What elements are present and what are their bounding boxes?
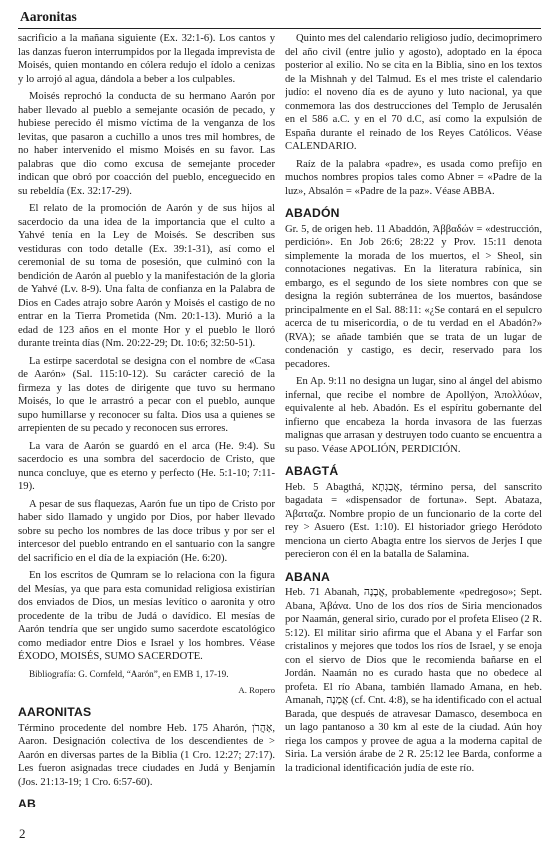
entry-text-aaronitas: Término procedente del nombre Heb. 175 Aharón, אַהֲרֹן, Aaron. Designación colectiva de los descendientes de > Aarón en diversas partes de la Biblia (1 Cro. 12:27; 27:17). Les fueron asignadas trece ciudades en Judá y Benjamín (Jos. 21:13-19; 1 Cro. 6:57-60).: [18, 722, 275, 788]
paragraph: Moisés reprochó la conducta de su hermano Aarón por haber llevado al pueblo a semejante ocasión de pecado, y hubiese perecido él mismo víctima de la venganza de los levitas, que pasaron a cuchillo a unos tres mil hombres, de no haber intervenido el mismo Moisés en su favor. Las palabras que dio como excusa de semejante proceder indican que obró por coacción del pueblo, enceguecido en su rebeldía (Ex. 32:17-29).: [18, 91, 275, 197]
entry-heading-abadon: ABADÓN: [285, 206, 340, 220]
entry-heading-abana: ABANA: [285, 569, 331, 584]
entry-text-abana: Heb. 71 Abanah, אֲבָנָה, probablemente «pedregoso»; Sept. Abana, Ἀβάνα. Uno de los dos ríos de Siria mencionados por Naamán, general sirio, curado por el profeta Eliseo (2 R. 5:12). El militar sirio afirma que el Abana y el Farfar son cristalinos y mejores que todos los ríos de Israel, y se enoja con el siervo de Dios que le recomienda bañarse en el Jordán. Naamán no es curado hasta que no obedece al profeta. El río Abana, también llamado Amana, en heb. Amanah, אֲמָנָה (cf. Cnt. 4:8), se ha identificado con el actual Barada, que después de atravesar Damasco, desemboca en un lago pantanoso a 30 km al este de la ciudad. Aún hoy riega los campos y provee de agua a la moderna capital de Siria. La versión árabe de 2 R. 25:12 lee Barda, conforme a la tradicional identificación judía de este río.: [285, 587, 542, 774]
paragraph: En los escritos de Qumram se lo relaciona con la figura del Mesías, ya que para esta comunidad religiosa existirían dos enviados de Dios, un mesías levítico o aaronita y otro procedente de la tribu de Judá o davídico. El mesías de Aarón tendría que ser ungido sumo sacerdote escatológico como mediador entre Dios e Israel y los hombres. Véase ÉXODO, MOISÉS, SUMO SACERDOTE.: [18, 570, 275, 662]
paragraph: El relato de la promoción de Aarón y de sus hijos al sacerdocio da una idea de la importancia que el culto a Yahvé tenía en la Ley de Moisés. Se describen sus vestiduras con todo detalle (Ex. 39:1-31), así como el ceremonial de su toma de posesión, que culminó con la bendición de Aarón al pueblo y la manifestación de la gloria de Yahvé (Lv. 8-9). Una falta de confianza en la Palabra de Dios en Cades atrajo sobre Aarón y Moisés el castigo de no entrar en la Tierra Prometida (Nm. 20:1-13). Murió a la edad de 123 años en el monte Hor y el pueblo le lloró durante treinta días (Nm. 20:22-29; Dt. 10:6; 32:50-51).: [18, 203, 275, 349]
entry-heading-ab: AB: [18, 797, 37, 807]
entry-text-abadon: Gr. 5, de origen heb. 11 Abaddón, Ἀββαδών = «destrucción, perdición». En Job 26:6; 28:22 y Prov. 15:11 denota simplemente la morada de los muertos, el > Sheol, sin connotaciones negativas. En la literatura rabínica, sin embargo, es el segundo de los siete nombres con que se designa la región subterránea de los muertos, basándose principalmente en el Sal. 88:11: «¿Se contará en el sepulcro acerca de tu misericordia, o de tu verdad en el Abadón?» (RVA); se añade también que se trata de un lugar de condenación y castigo, es decir, reservado para los pecadores.: [285, 223, 542, 370]
entry-text-abadon-2: En Ap. 9:11 no designa un lugar, sino al ángel del abismo infernal, que recibe el nombre de Apollýon, Ἀπολλύων, equivalente al heb. Abadón. Es el espíritu gobernante del infierno que encabeza la horda invasora de las fuerzas malignas que arrasan y destruyen todo cuanto se encuentra a su paso. Véase APOLIÓN, PERDICIÓN.: [285, 376, 542, 455]
paragraph: sacrificio a la mañana siguiente (Ex. 32:1-6). Los cantos y las danzas fueron interrumpidos por la llegada imprevista de Moisés, quien montando en cólera redujo el ídolo a cenizas y lo arrojó al agua, dándola a beber a los culpables.: [18, 33, 275, 85]
entry-heading-aaronitas: AARONITAS: [18, 705, 92, 719]
paragraph: La vara de Aarón se guardó en el arca (He. 9:4). Su sacerdocio es una sombra del sacerdocio de Cristo, que nunca concluye, que es eterno y perfecto (He. 5:1-10; 7:11-19).: [18, 440, 275, 492]
paragraph: Raíz de la palabra «padre», es usada como prefijo en muchos nombres propios tales como Abner = «Padre de la luz», Absalón = «Padre de la paz». Véase ABBA.: [285, 158, 542, 197]
running-head-title: Aaronitas: [20, 9, 77, 24]
left-column: [18, 32, 275, 807]
entry-text-abagta: Heb. 5 Abagthá, אֲבַגְתָא, término persa, del sanscrito bagadata = «dispensador de fortuna». Sept. Abataza, Ἀβαταζα. Nombre propio de un funcionario de la corte del rey > Asuero (Est. 1:10). El historiador griego Heródoto menciona un cierto Abagta entre los siervos de Jerjes I que perecieron con él en la batalla de Salamina.: [285, 481, 542, 560]
author-signature: A. Ropero: [238, 684, 275, 695]
paragraph: A pesar de sus flaquezas, Aarón fue un tipo de Cristo por haber sido llamado y ungido por Dios, por haber llevado sobre su pecho los nombres de las doce tribus y por ser el intercesor del pueblo entrando en el santuario con la sangre del sacrificio en el día de la expiación (He. 6:20).: [18, 498, 275, 564]
right-column: [285, 32, 542, 807]
entry-heading-abagta: ABAGTÁ: [285, 464, 339, 478]
bibliography: Bibliografía: G. Cornfeld, “Aarón”, en EMB 1, 17-19.: [29, 668, 229, 679]
running-header: [18, 6, 541, 29]
paragraph: La estirpe sacerdotal se designa con el nombre de «Casa de Aarón» (Sal. 115:10-12). Su carácter careció de la firmeza y las dotes de dirigente que tuvo su hermano Moisés, lo que le arrastró a pecar con el pueblo, aunque supo humillarse y reconocer su falta. Dios usa a quienes se arrepienten de su pecado y reconocen sus errores.: [18, 355, 275, 434]
paragraph: Quinto mes del calendario religioso judío, decimoprimero del año civil (entre julio y agosto), adoptado en la época posterior al exilio. No se cita en la Biblia, sino en los textos de la Mishnah y del Talmud. Es el mes triste el calendario judío: el noveno día es de ayuno y luto nacional, ya que conmemora las dos destrucciones del Templo de Jerusalén en el 586 a.C. y en el 70 d.C, así como la expulsión de España durante el reinado de los Reyes Católicos. Véase CALENDARIO.: [285, 33, 542, 152]
page-number: 2: [19, 826, 26, 841]
